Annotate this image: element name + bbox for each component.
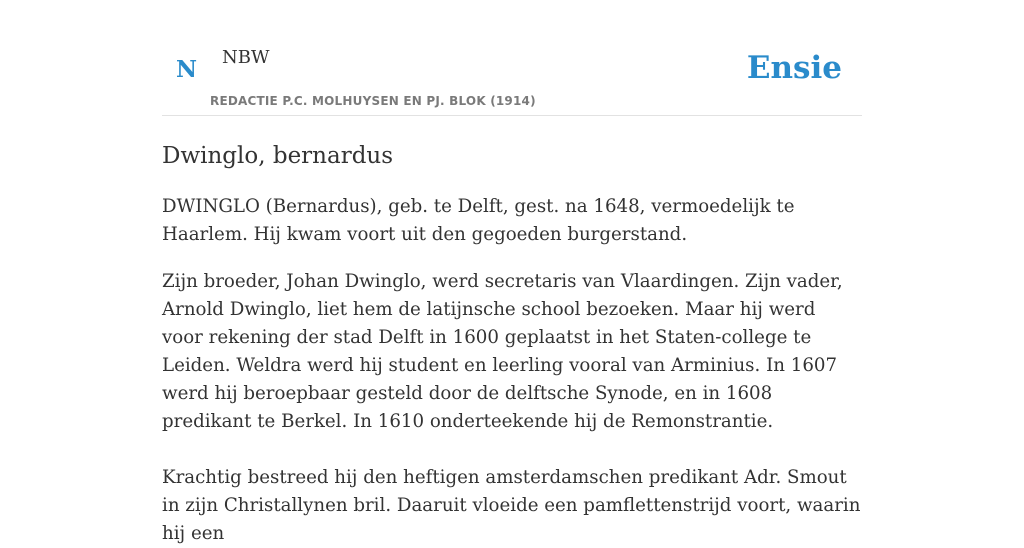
source-logo-letter[interactable]: N [176,56,198,83]
article-paragraph: DWINGLO (Bernardus), geb. te Delft, gest. na 1648, vermoedelijk te Haarlem. Hij kwam voort uit den gegoeden burgerstand. [162,196,795,245]
source-header [162,0,862,116]
source-name[interactable]: NBW [222,47,270,68]
article-paragraph: Zijn broeder, Johan Dwinglo, werd secretaris van Vlaardingen. Zijn vader, Arnold Dwinglo, liet hem de latijnsche school bezoeken. Maar hij werd voor rekening der stad Delft in 1600 geplaatst in het Staten-college te Leiden. Weldra werd hij student en leerling vooral van Arminius. In 1607 werd hij beroepbaar gesteld door de delftsche Synode, en in 1608 predikant te Berkel. In 1610 onderteekende hij de Remonstrantie. [162,271,843,432]
article-paragraph: Krachtig bestreed hij den heftigen amsterdamschen predikant Adr. Smout in zijn Christallynen bril. Daaruit vloeide een pamflettenstrijd voort, waarin hij een [162,467,861,544]
article-title: Dwinglo, bernardus [162,143,394,169]
brand-logo[interactable]: Ensie [746,50,842,86]
article-page [162,0,862,548]
source-editors: REDACTIE P.C. MOLHUYSEN EN PJ. BLOK (1914) [210,94,536,108]
